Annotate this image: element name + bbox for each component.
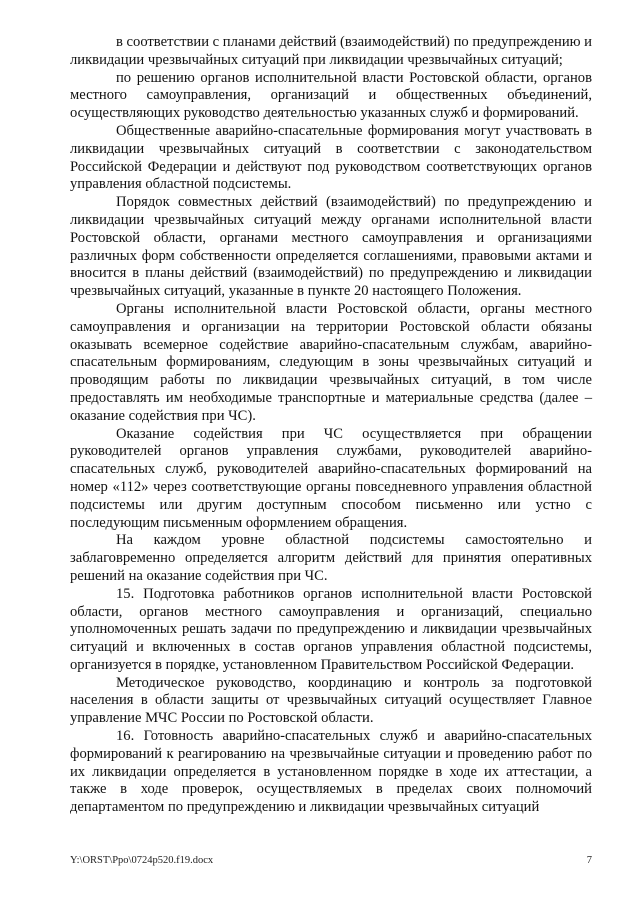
- paragraph-4: Порядок совместных действий (взаимодействий) по предупреждению и ликвидации чрезвычайных ситуаций между органами исполнительной власти Ростовской области, органами местного самоуправления и организациями различных форм собственности определяется соглашениями, правовыми актами и вносится в планы действий (взаимодействий) по предупреждению и ликвидации чрезвычайных ситуаций, указанные в пункте 20 настоящего Положения.: [70, 194, 592, 300]
- page-number: 7: [586, 855, 592, 866]
- paragraph-7: На каждом уровне областной подсистемы самостоятельно и заблаговременно определяется алгоритм действий для принятия оперативных решений на оказание содействия при ЧС.: [70, 532, 592, 584]
- paragraph-5: Органы исполнительной власти Ростовской области, органы местного самоуправления и организации на территории Ростовской области обязаны оказывать всемерное содействие аварийно-спасательным службам, аварийно-спасательным формированиям, следующим в зоны чрезвычайных ситуаций и проводящим работы по ликвидации чрезвычайных ситуаций, в том числе предоставлять им необходимые транспортные и материальные средства (далее – оказание содействия при ЧС).: [70, 300, 592, 424]
- paragraph-10: 16. Готовность аварийно-спасательных служб и аварийно-спасательных формирований к реагированию на чрезвычайные ситуации и проведению работ по их ликвидации определяется в установленном порядке в ходе их аттестации, а также в ходе проверок, осуществляемых в пределах своих полномочий департаментом по предупреждению и ликвидации чрезвычайных ситуаций: [70, 728, 592, 816]
- paragraph-9: Методическое руководство, координацию и контроль за подготовкой населения в области защиты от чрезвычайных ситуаций осуществляет Главное управление МЧС России по Ростовской области.: [70, 674, 592, 727]
- page-footer: [70, 855, 592, 866]
- document-body: [70, 34, 592, 817]
- paragraph-1: в соответствии с планами действий (взаимодействий) по предупреждению и ликвидации чрезвычайных ситуаций при ликвидации чрезвычайных ситуаций;: [70, 34, 592, 68]
- paragraph-8: 15. Подготовка работников органов исполнительной власти Ростовской области, органов местного самоуправления и организаций, специально уполномоченных решать задачи по предупреждению и ликвидации чрезвычайных ситуаций и включенных в состав органов управления областной подсистемы, организуется в порядке, установленном Правительством Российской Федерации.: [70, 585, 592, 673]
- paragraph-2: по решению органов исполнительной власти Ростовской области, органов местного самоуправления, организаций и общественных объединений, осуществляющих руководство деятельностью указанных служб и формирований.: [70, 69, 592, 122]
- footer-file-path: Y:\ORST\Ppo\0724p520.f19.docx: [70, 855, 214, 866]
- paragraph-3: Общественные аварийно-спасательные формирования могут участвовать в ликвидации чрезвычайных ситуаций в соответствии с законодательством Российской Федерации и действуют под руководством соответствующих органов управления областной подсистемы.: [70, 122, 592, 193]
- paragraph-6: Оказание содействия при ЧС осуществляется при обращении руководителей органов управления службами, руководителей аварийно-спасательных служб, руководителей аварийно-спасательных формирований на номер «112» через соответствующие органы повседневного управления областной подсистемы или другим доступным способом письменно или устно с последующим письменным оформлением обращения.: [70, 425, 592, 531]
